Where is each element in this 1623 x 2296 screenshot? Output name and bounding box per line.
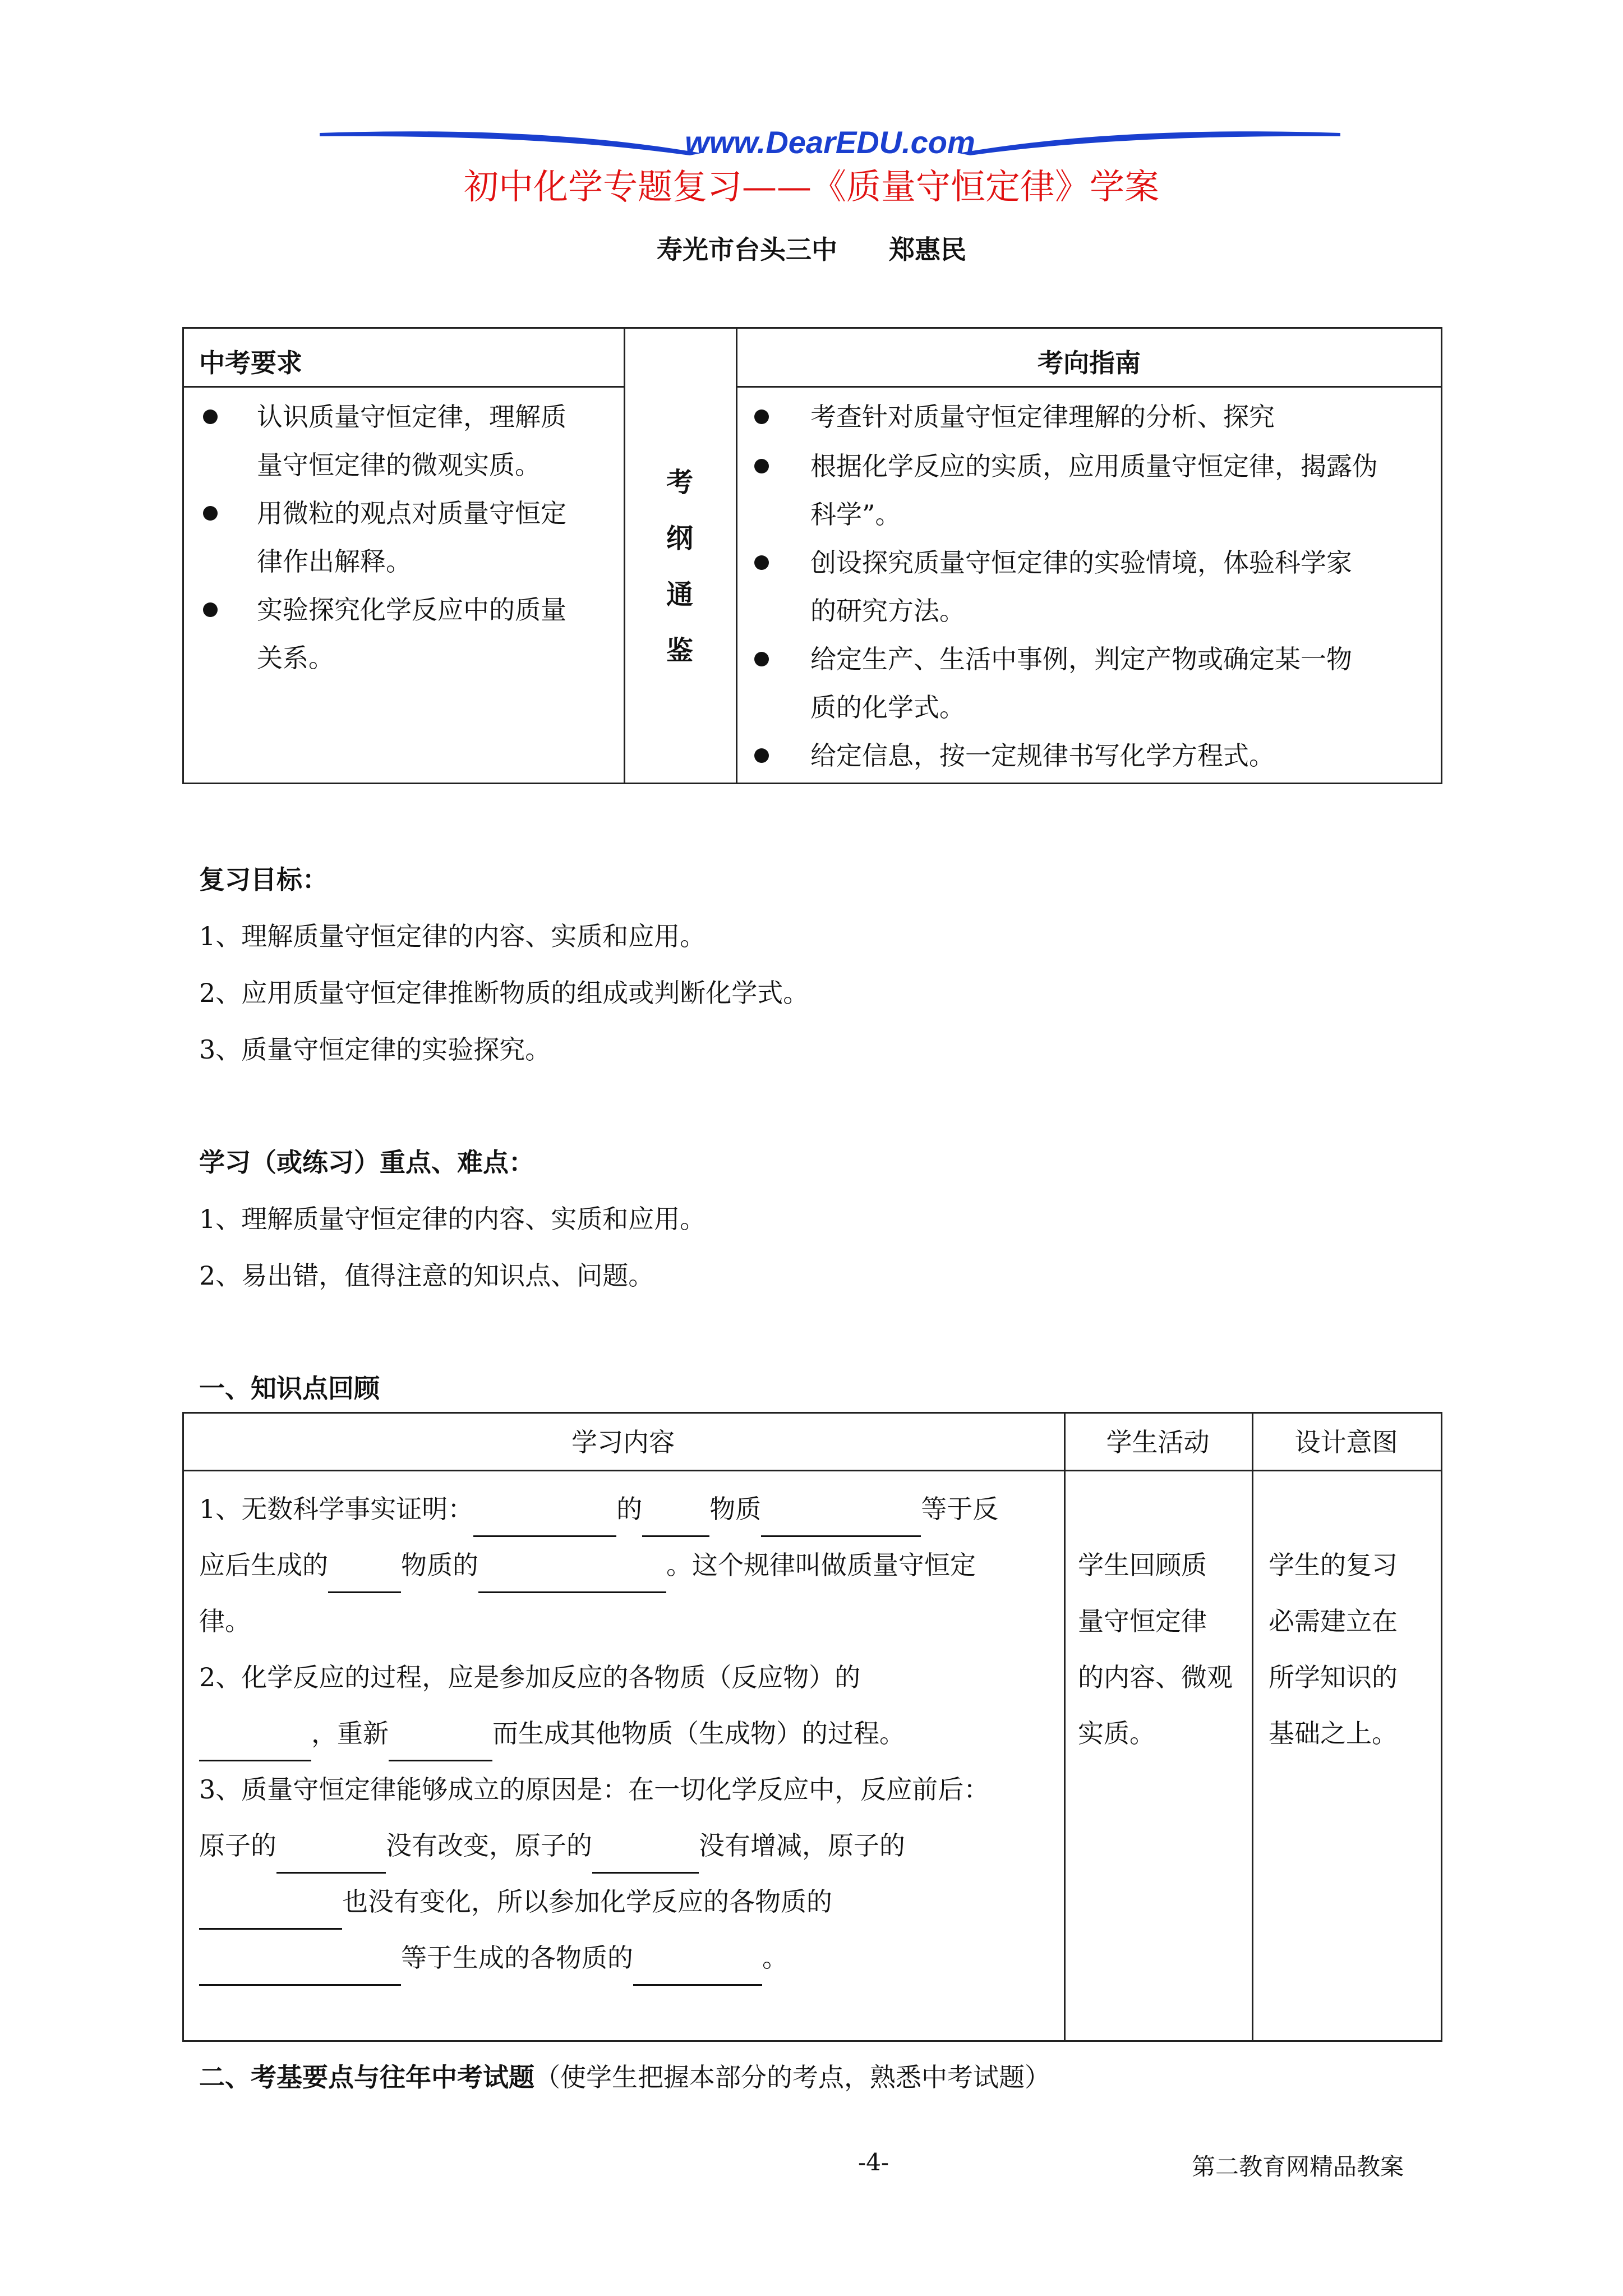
intent-line: 所学知识的 [1269,1662,1398,1692]
outline-right-header: 考向指南 [1038,348,1141,378]
list-item: 1、理解质量守恒定律的内容、实质和应用。 [199,1204,706,1234]
blank-field[interactable] [199,1731,311,1761]
intent-line: 必需建立在 [1269,1606,1398,1636]
content-line-9: 等于生成的各物质的 。 [199,1930,788,1986]
list-item: 1、理解质量守恒定律的内容、实质和应用。 [199,921,706,951]
list-item: 实验探究化学反应中的质量 [257,595,566,625]
outline-middle-char: 考 [666,467,693,498]
blank-field[interactable] [478,1562,666,1593]
key-points-heading: 学习（或练习）重点、难点： [199,1147,534,1177]
blank-field[interactable] [276,1843,386,1874]
content-line-1: 1、无数科学事实证明： 的 物质 等于反 [199,1481,998,1537]
blank-field[interactable] [473,1506,616,1537]
activity-line: 学生回顾质 [1078,1550,1207,1580]
document-author: 寿光市台头三中 郑惠民 [657,234,966,265]
content-line-7: 原子的 没有改变，原子的 没有增减，原子的 [199,1818,905,1874]
intent-line: 学生的复习 [1269,1550,1398,1580]
list-item: 认识质量守恒定律，理解质 [257,402,566,432]
section1-heading: 一、知识点回顾 [199,1373,380,1404]
blank-field[interactable] [328,1562,401,1593]
outline-middle-char: 通 [666,579,693,610]
blank-field[interactable] [592,1843,699,1874]
content-line-2: 应后生成的 物质的 。这个规律叫做质量守恒定 [199,1537,976,1593]
page-number: -4- [858,2148,889,2176]
content-line-8: 也没有变化，所以参加化学反应的各物质的 [199,1874,832,1930]
blank-field[interactable] [633,1955,762,1986]
list-item: 的研究方法。 [810,596,965,626]
list-item: 考查针对质量守恒定律理解的分析、探究 [810,402,1275,432]
list-item: 质的化学式。 [810,692,965,723]
content-line-3: 律。 [199,1606,251,1636]
content-line-6: 3、质量守恒定律能够成立的原因是：在一切化学反应中，反应前后： [199,1774,990,1805]
blank-field[interactable] [642,1506,709,1537]
list-item: 科学”。 [810,499,901,530]
outline-left-header: 中考要求 [199,348,302,378]
col-header-content: 学习内容 [571,1427,675,1457]
col-header-activity: 学生活动 [1106,1427,1210,1457]
col-header-intent: 设计意图 [1294,1427,1398,1457]
outline-middle-char: 纲 [666,523,693,554]
list-item: 2、易出错，值得注意的知识点、问题。 [199,1260,654,1291]
blank-field[interactable] [389,1731,492,1761]
review-goals-heading: 复习目标： [199,864,328,895]
intent-line: 基础之上。 [1269,1718,1398,1749]
blank-field[interactable] [199,1899,342,1930]
logo-text: www.DearEDU.com [685,125,975,160]
activity-line: 量守恒定律 [1078,1606,1207,1636]
footer-site-name: 第二教育网精品教案 [1192,2153,1404,2180]
activity-line: 实质。 [1078,1718,1155,1749]
list-item: 3、质量守恒定律的实验探究。 [199,1034,551,1065]
list-item: 给定生产、生活中事例，判定产物或确定某一物 [810,644,1352,674]
list-item: 给定信息，按一定规律书写化学方程式。 [810,740,1275,771]
content-line-4: 2、化学反应的过程，应是参加反应的各物质（反应物）的 [199,1662,861,1692]
section2-heading: 二、考基要点与往年中考试题（使学生把握本部分的考点，熟悉中考试题） [199,2062,1050,2092]
outline-middle-char: 鉴 [666,635,693,666]
list-item: 关系。 [257,643,334,673]
list-item: 律作出解释。 [257,546,412,577]
list-item: 用微粒的观点对质量守恒定 [257,498,566,528]
document-title: 初中化学专题复习——《质量守恒定律》学案 [463,166,1159,207]
content-line-5: ，重新 而生成其他物质（生成物）的过程。 [199,1705,905,1761]
list-item: 2、应用质量守恒定律推断物质的组成或判断化学式。 [199,978,809,1008]
list-item: 量守恒定律的微观实质。 [257,450,541,480]
blank-field[interactable] [199,1955,401,1986]
list-item: 创设探究质量守恒定律的实验情境，体验科学家 [810,547,1352,578]
activity-line: 的内容、微观 [1078,1662,1233,1692]
blank-field[interactable] [761,1506,921,1537]
list-item: 根据化学反应的实质，应用质量守恒定律，揭露伪 [810,451,1378,481]
